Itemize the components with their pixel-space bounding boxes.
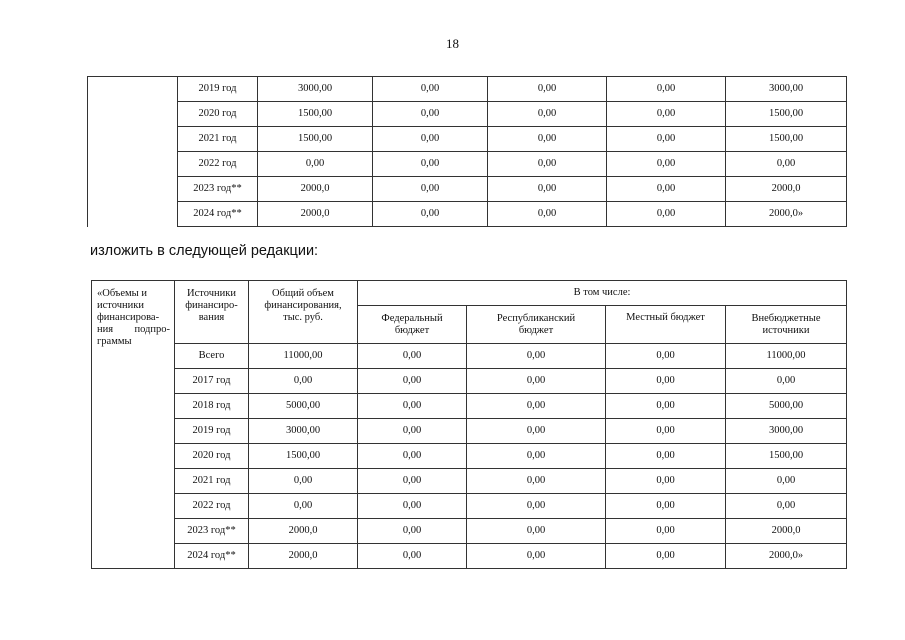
- header-sources-cell: [175, 281, 249, 344]
- cell-republic: 0,00: [467, 519, 606, 544]
- cell-year: 2023 год**: [178, 177, 258, 202]
- cell-local: 0,00: [606, 494, 726, 519]
- cell-extra: 5000,00: [726, 394, 847, 419]
- cell-federal: 0,00: [373, 102, 488, 127]
- cell-extra: 1500,00: [726, 102, 847, 127]
- cell-extra: 2000,0: [726, 177, 847, 202]
- cell-total: 0,00: [258, 152, 373, 177]
- cell-federal: 0,00: [358, 494, 467, 519]
- section-label-line: ния подпро-: [97, 324, 170, 335]
- cell-local: 0,00: [607, 77, 726, 102]
- cell-local: 0,00: [606, 519, 726, 544]
- cell-total: 0,00: [249, 369, 358, 394]
- cell-extra: 1500,00: [726, 444, 847, 469]
- cell-federal: 0,00: [373, 77, 488, 102]
- cell-total: 2000,0: [249, 544, 358, 569]
- cell-extra: 0,00: [726, 469, 847, 494]
- cell-republic: 0,00: [467, 419, 606, 444]
- amendment-heading: изложить в следующей редакции:: [90, 243, 319, 259]
- header-total-line: Общий объем: [272, 288, 334, 299]
- table-row: [92, 544, 847, 569]
- cell-local: 0,00: [606, 419, 726, 444]
- header-extra-line: Внебюджетные: [751, 312, 821, 324]
- cell-local: 0,00: [607, 102, 726, 127]
- cell-federal: 0,00: [358, 544, 467, 569]
- cell-republic: 0,00: [467, 469, 606, 494]
- cell-year: 2020 год: [178, 102, 258, 127]
- header-sources-line: Источники: [187, 288, 236, 299]
- cell-local: 0,00: [607, 202, 726, 227]
- cell-year: 2024 год**: [178, 202, 258, 227]
- cell-total: 1500,00: [249, 444, 358, 469]
- table-row: [92, 419, 847, 444]
- cell-extra: 2000,0»: [726, 202, 847, 227]
- cell-local: 0,00: [607, 177, 726, 202]
- cell-federal: 0,00: [373, 127, 488, 152]
- header-total-line: тыс. руб.: [283, 312, 323, 323]
- cell-extra: 0,00: [726, 494, 847, 519]
- cell-republic: 0,00: [488, 177, 607, 202]
- cell-total: 2000,0: [258, 177, 373, 202]
- cell-local: 0,00: [606, 369, 726, 394]
- cell-total: 3000,00: [258, 77, 373, 102]
- header-republic-cell: [467, 306, 606, 344]
- cell-local: 0,00: [607, 152, 726, 177]
- header-sources-line: финансиро-: [185, 300, 238, 311]
- cell-federal: 0,00: [358, 469, 467, 494]
- table-header-row: [92, 281, 847, 306]
- cell-extra: 0,00: [726, 152, 847, 177]
- cell-total: 0,00: [249, 469, 358, 494]
- table-row: [92, 444, 847, 469]
- cell-total: 1500,00: [258, 102, 373, 127]
- section-label-line: финансирова-: [97, 312, 160, 323]
- funding-table-old-body: [88, 77, 847, 227]
- table-row: [92, 494, 847, 519]
- cell-year: 2021 год: [175, 469, 249, 494]
- cell-total: 11000,00: [249, 344, 358, 369]
- header-federal-line: Федеральный: [381, 312, 443, 324]
- funding-table-old: [87, 76, 847, 227]
- cell-total: 1500,00: [258, 127, 373, 152]
- section-label-cell: [92, 281, 175, 569]
- cell-extra: 3000,00: [726, 77, 847, 102]
- header-republic-line: Республиканский: [496, 312, 576, 324]
- cell-republic: 0,00: [488, 102, 607, 127]
- cell-year: 2022 год: [178, 152, 258, 177]
- cell-local: 0,00: [606, 544, 726, 569]
- table-row: [88, 202, 847, 227]
- table-row: [88, 127, 847, 152]
- section-label-line: «Объемы и: [97, 288, 147, 299]
- cell-extra: 0,00: [726, 369, 847, 394]
- cell-federal: 0,00: [358, 419, 467, 444]
- header-sources-line: вания: [198, 312, 225, 323]
- header-local-cell: Местный бюджет: [606, 306, 726, 344]
- header-total-cell: [249, 281, 358, 344]
- cell-republic: 0,00: [467, 494, 606, 519]
- cell-republic: 0,00: [488, 202, 607, 227]
- cell-republic: 0,00: [488, 77, 607, 102]
- cell-republic: 0,00: [488, 152, 607, 177]
- section-label-line: граммы: [97, 336, 132, 347]
- funding-table-new: [91, 280, 847, 569]
- cell-extra: 1500,00: [726, 127, 847, 152]
- cell-year: 2019 год: [175, 419, 249, 444]
- cell-republic: 0,00: [488, 127, 607, 152]
- cell-extra: 2000,0: [726, 519, 847, 544]
- cell-republic: 0,00: [467, 544, 606, 569]
- cell-republic: 0,00: [467, 369, 606, 394]
- header-total-line: финансирования,: [264, 300, 342, 311]
- cell-extra: 11000,00: [726, 344, 847, 369]
- section-label-line: источники: [97, 300, 144, 311]
- cell-year: 2017 год: [175, 369, 249, 394]
- table-row: [92, 469, 847, 494]
- cell-extra: 3000,00: [726, 419, 847, 444]
- header-including-cell: В том числе:: [358, 281, 847, 306]
- header-federal-line: бюджет: [394, 324, 430, 336]
- cell-total: 2000,0: [249, 519, 358, 544]
- cell-total: 5000,00: [249, 394, 358, 419]
- cell-federal: 0,00: [373, 152, 488, 177]
- cell-year: 2021 год: [178, 127, 258, 152]
- cell-federal: 0,00: [358, 369, 467, 394]
- table-row: [88, 102, 847, 127]
- cell-year: 2020 год: [175, 444, 249, 469]
- cell-federal: 0,00: [373, 177, 488, 202]
- cell-year: 2022 год: [175, 494, 249, 519]
- table-row: [92, 394, 847, 419]
- cell-federal: 0,00: [373, 202, 488, 227]
- table-row: [92, 519, 847, 544]
- cell-federal: 0,00: [358, 344, 467, 369]
- cell-republic: 0,00: [467, 444, 606, 469]
- cell-local: 0,00: [606, 469, 726, 494]
- header-extra-line: источники: [762, 324, 810, 336]
- cell-year: 2018 год: [175, 394, 249, 419]
- cell-local: 0,00: [607, 127, 726, 152]
- table-row: [88, 177, 847, 202]
- table-row: [92, 369, 847, 394]
- cell-federal: 0,00: [358, 444, 467, 469]
- cell-year: 2023 год**: [175, 519, 249, 544]
- cell-local: 0,00: [606, 344, 726, 369]
- header-extra-cell: [726, 306, 847, 344]
- cell-year: 2019 год: [178, 77, 258, 102]
- table-row: [88, 77, 847, 102]
- cell-republic: 0,00: [467, 394, 606, 419]
- cell-federal: 0,00: [358, 519, 467, 544]
- page-number: 18: [446, 36, 459, 51]
- table-row: [92, 344, 847, 369]
- header-republic-line: бюджет: [518, 324, 554, 336]
- funding-table-new-body: [92, 281, 847, 569]
- cell-total: 3000,00: [249, 419, 358, 444]
- cell-local: 0,00: [606, 394, 726, 419]
- header-federal-cell: [358, 306, 467, 344]
- cell-extra: 2000,0»: [726, 544, 847, 569]
- cell-total: 0,00: [249, 494, 358, 519]
- cell-year: 2024 год**: [175, 544, 249, 569]
- cell-local: 0,00: [606, 444, 726, 469]
- cell-federal: 0,00: [358, 394, 467, 419]
- empty-label-cell: [88, 77, 178, 227]
- cell-year: Всего: [175, 344, 249, 369]
- cell-republic: 0,00: [467, 344, 606, 369]
- table-row: [88, 152, 847, 177]
- cell-total: 2000,0: [258, 202, 373, 227]
